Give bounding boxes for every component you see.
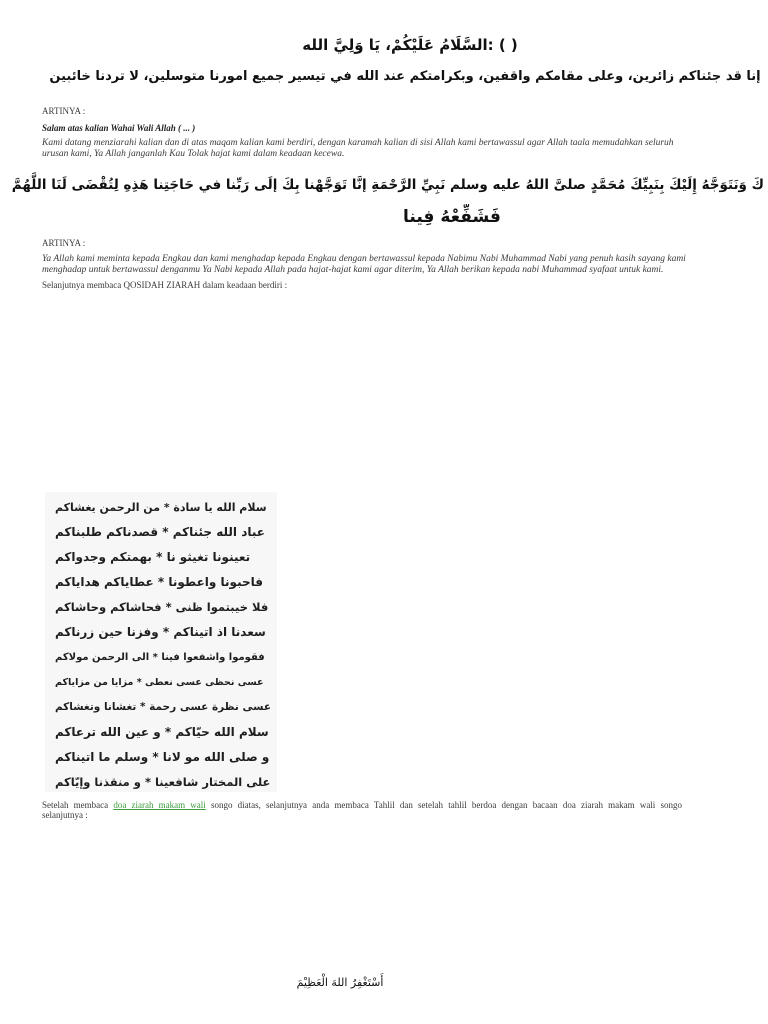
arabic-greeting-line: إنا قد جئناكم زائرين، وعلى مقامكم واقفين، وبكرامتكم عند الله في تيسير جميع امورنا متوسلين، لا تردنا خائبين: [49, 69, 761, 84]
qosidah-line: تعينونا تغيثو نا * بهمتكم وجدواكم: [55, 550, 251, 564]
qosidah-line: و صلى الله مو لانا * وسلم ما اتيناكم: [55, 750, 270, 764]
translation-salam-line: Salam atas kalian Wahai Wali Allah ( ... ): [42, 123, 196, 133]
translation-line: menghadap untuk bertawassul denganmu Ya Nabi kepada Allah pada hajat-hajat kami agar diterim, Ya Allah berikan kepada nabi Muhammad syafaat untuk kami.: [42, 265, 664, 275]
qosidah-line: فقوموا واشفعوا فينا * الى الرحمن مولاكم: [55, 652, 265, 663]
qosidah-line: عسى نحظى عسى نعطى * مزايا من مزاياكم: [55, 677, 264, 688]
translation-line: Kami datang menziarahi kalian dan di atas maqam kalian kami berdiri, dengan karamah kalian di sisi Allah kami bertawassul agar Allah taala memudahkan seluruh: [42, 138, 674, 148]
arabic-istighfar-line: أَسْتَغْفِرُ اللهَ الْعَظِيْمَ: [296, 976, 384, 989]
arabic-salam-line: ( ) :السَّلَامُ عَلَيْكُمْ، يَا وَلِيَّ الله: [302, 36, 518, 54]
qosidah-line: عباد الله جئناكم * قصدناكم طلبناكم: [55, 525, 265, 539]
translation-line: urusan kami, Ya Allah janganlah Kau Tolak hajat kami dalam keadaan kecewa.: [42, 149, 345, 159]
arabic-doa-line: كَ وَنَتَوَجَّهُ إِلَيْكَ بِنَبِيِّكَ مُحَمَّدٍ صلىَّ اللهُ عليه وسلم نَبِيِّ الرَّحْمَةِ إنَّا تَوَجَّهْنا بِكَ إلَى رَبِّنا في حَاجَتِنا هَذِهِ لِتُقْضَى لَنَا اللَّهُمَّ: [11, 177, 764, 193]
translation-label: ARTINYA :: [42, 238, 86, 248]
closing-text: songo diatas, selanjutnya anda membaca Tahlil dan setelah tahlil berdoa dengan bacaan doa ziarah makam wali songo: [205, 800, 682, 810]
arabic-doa-line: فَشَفِّعْهُ فِينا: [403, 207, 501, 227]
qosidah-line: فلا خيبتموا ظنى * فحاشاكم وحاشاكم: [55, 600, 269, 614]
qosidah-line: سلام الله يا سادة * من الرحمن يغشاكم: [55, 501, 267, 514]
translation-paragraph: [42, 138, 732, 160]
qosidah-line: سعدنا اذ اتيناكم * وفزنا حين زرناكم: [55, 625, 266, 639]
translation-label: ARTINYA :: [42, 106, 86, 116]
closing-text: Setelah membaca: [42, 800, 114, 810]
qosidah-line: على المختار شافعينا * و منقذنا وإيّاكم: [55, 775, 271, 789]
qosidah-line: عسى نظرة عسى رحمة * تغشانا وتغشاكم: [54, 701, 271, 713]
closing-line: [42, 800, 682, 810]
doa-ziarah-link[interactable]: doa ziarah makam wali: [113, 800, 206, 810]
closing-paragraph: [42, 800, 682, 820]
closing-line: selanjutnya :: [42, 810, 88, 820]
instruction-line: Selanjutnya membaca QOSIDAH ZIARAH dalam keadaan berdiri :: [42, 280, 288, 290]
qosidah-image: [45, 492, 277, 792]
qosidah-line: فاحبونا واعطونا * عطاياكم هداياكم: [55, 575, 263, 589]
translation-paragraph: [42, 254, 732, 276]
translation-line: Ya Allah kami meminta kepada Engkau dan kami menghadap kepada Engkau dengan bertawassul kepada Nabimu Nabi Muhammad Nabi yang penuh kasih sayang kami: [42, 254, 686, 264]
qosidah-line: سلام الله حيّاكم * و عين الله ترعاكم: [55, 725, 269, 739]
